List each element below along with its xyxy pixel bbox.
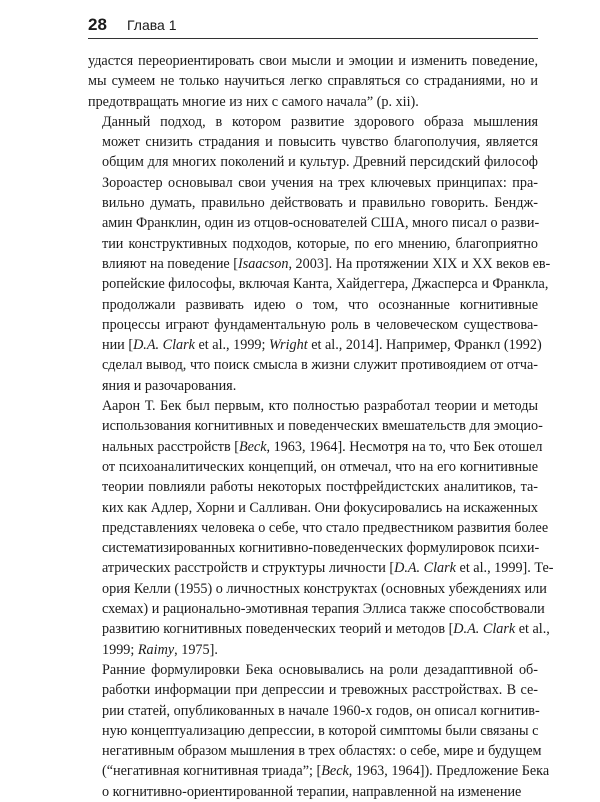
citation-author: Wright [269,337,308,354]
running-header [88,12,538,39]
text-segment: ропейские философы, включая Канта, Хайдеггера, Джасперса и Франкла, [102,276,549,293]
text-line [88,498,538,518]
text-segment: , 1963, 1964]). Предложение Бека [348,763,550,780]
text-line [88,721,538,741]
text-line [88,761,550,781]
text-line [88,619,550,639]
text-segment: представлениях человека о себе, что стало предвестником развития более [102,519,549,536]
text-segment: яния и разочарования. [102,377,237,394]
text-segment: et al., [515,621,550,638]
text-segment: тии конструктивных подходов, которые, по его мнению, благоприятно [102,235,538,252]
text-line [88,132,538,152]
chapter-title: Глава 1 [127,17,177,33]
text-segment: , 2003]. На протяжении XIX и XX веков ев- [288,255,551,272]
text-segment: Зороастер основывал свои учения на трех ключевых принципах: пра- [102,174,538,191]
text-line [88,396,538,416]
text-segment: процессы играют фундаментальную роль в человеческом существова- [102,316,538,333]
text-segment: общим для многих поколений и культур. Древний персидский философ [102,154,538,171]
text-line [88,274,549,294]
text-line [88,51,538,71]
paragraph [88,51,538,112]
text-segment: Ранние формулировки Бека основывались на роли дезадаптивной об- [102,661,538,678]
text-segment: , 1975]. [174,641,218,658]
text-line [88,538,538,558]
text-segment: et al., 1999]. Те- [455,560,554,577]
text-segment: рии статей, опубликованных в начале 1960-х годов, он описал когнитив- [102,702,540,719]
text-line [88,782,538,802]
text-line [88,92,538,112]
text-line [88,376,538,396]
text-line [88,660,538,680]
text-segment: использования когнитивных и поведенческих вмешательств для эмоцио- [102,418,543,435]
citation-author: D.A. Clark [394,560,456,577]
text-line [88,680,538,700]
text-segment: , 1963, 1964]. Несмотря на то, что Бек отошел [266,438,543,455]
text-segment: может снизить страдания и повысить чувство благополучия, является [102,134,538,151]
text-line [88,71,538,91]
text-segment: о когнитивно-ориентированной терапии, направленной на изменение [102,783,522,800]
text-segment: амин Франклин, один из отцов-основателей США, много писал о разви- [102,215,540,232]
text-segment: влияют на поведение [ [102,255,238,272]
text-line [88,416,543,436]
text-segment: развитию когнитивных поведенческих теорий и методов [ [102,621,454,638]
text-line [88,315,538,335]
text-segment: ную концептуализацию депрессии, в которой симптомы были связаны с [102,722,539,739]
text-segment: систематизированных когнитивно-поведенческих формулировок психи- [102,540,540,557]
text-line [88,599,545,619]
page-number: 28 [88,15,107,34]
text-segment: сделал вывод, что поиск смысла в жизни служит противоядием от отча- [102,357,538,374]
text-segment: схемах) и рационально-эмотивная терапия Эллиса также способствовали [102,601,545,618]
text-segment: теории повлияли работы некоторых постфрейдистских аналитиков, та- [102,479,538,496]
text-line [88,579,547,599]
citation-author: Beck [238,438,267,455]
citation-author: D.A. Clark [133,337,195,354]
text-segment: предотвращать многие из них с самого начала” (p. xii). [88,93,419,110]
body-text [88,51,554,802]
text-segment: et al., 2014]. Например, Франкл (1992) [307,337,542,354]
text-line [88,112,538,132]
text-segment: (“негативная когнитивная триада”; [ [102,763,322,780]
text-line [88,254,551,274]
text-segment: ких как Адлер, Хорни и Салливан. Они фокусировались на искаженных [102,499,538,516]
text-line [88,558,554,578]
text-segment: мы сумеем не только научиться легко справляться со страданиями, но и [88,73,538,90]
text-line [88,457,538,477]
text-line [88,234,538,254]
citation-author: D.A. Clark [453,621,516,638]
text-segment: Аарон Т. Бек был первым, кто полностью разработал теории и методы [102,398,538,415]
text-segment: негативным образом мышления в трех областях: о себе, мире и будущем [102,743,542,760]
text-line [88,741,542,761]
text-segment: от психоаналитических концепций, он отмечал, что на его когнитивные [102,458,538,475]
paragraph [88,112,551,396]
text-line [88,295,538,315]
text-segment: работки информации при депрессии и тревожных расстройствах. В се- [102,682,538,699]
text-line [88,701,538,721]
text-line [88,213,538,233]
citation-author: Isaacson [238,255,289,272]
text-line [88,477,538,497]
text-line [88,152,538,172]
text-line [88,335,542,355]
text-segment: et al., 1999; [194,337,270,354]
text-segment: атрических расстройств и структуры личности [ [102,560,395,577]
paragraph [88,396,554,660]
text-segment: 1999; [102,641,138,658]
text-line [88,640,538,660]
text-line [88,193,538,213]
text-segment: вильно думать, правильно действовать и правильно говорить. Бендж- [102,195,538,212]
citation-author: Raimy [137,641,175,658]
text-line [88,518,549,538]
text-segment: ория Келли (1955) о личностных конструктах (основных убеждениях или [102,580,547,597]
text-segment: Данный подход, в котором развитие здорового образа мышления [102,113,538,130]
text-line [88,437,543,457]
text-line [88,173,538,193]
text-line [88,355,538,375]
text-segment: удастся переориентировать свои мысли и эмоции и изменить поведение, [88,53,538,69]
paragraph [88,660,550,802]
citation-author: Beck [321,763,349,780]
text-segment: нии [ [102,337,134,354]
text-segment: продолжали развивать идею о том, что осознанные когнитивные [102,296,538,313]
text-segment: нальных расстройств [ [102,438,239,455]
